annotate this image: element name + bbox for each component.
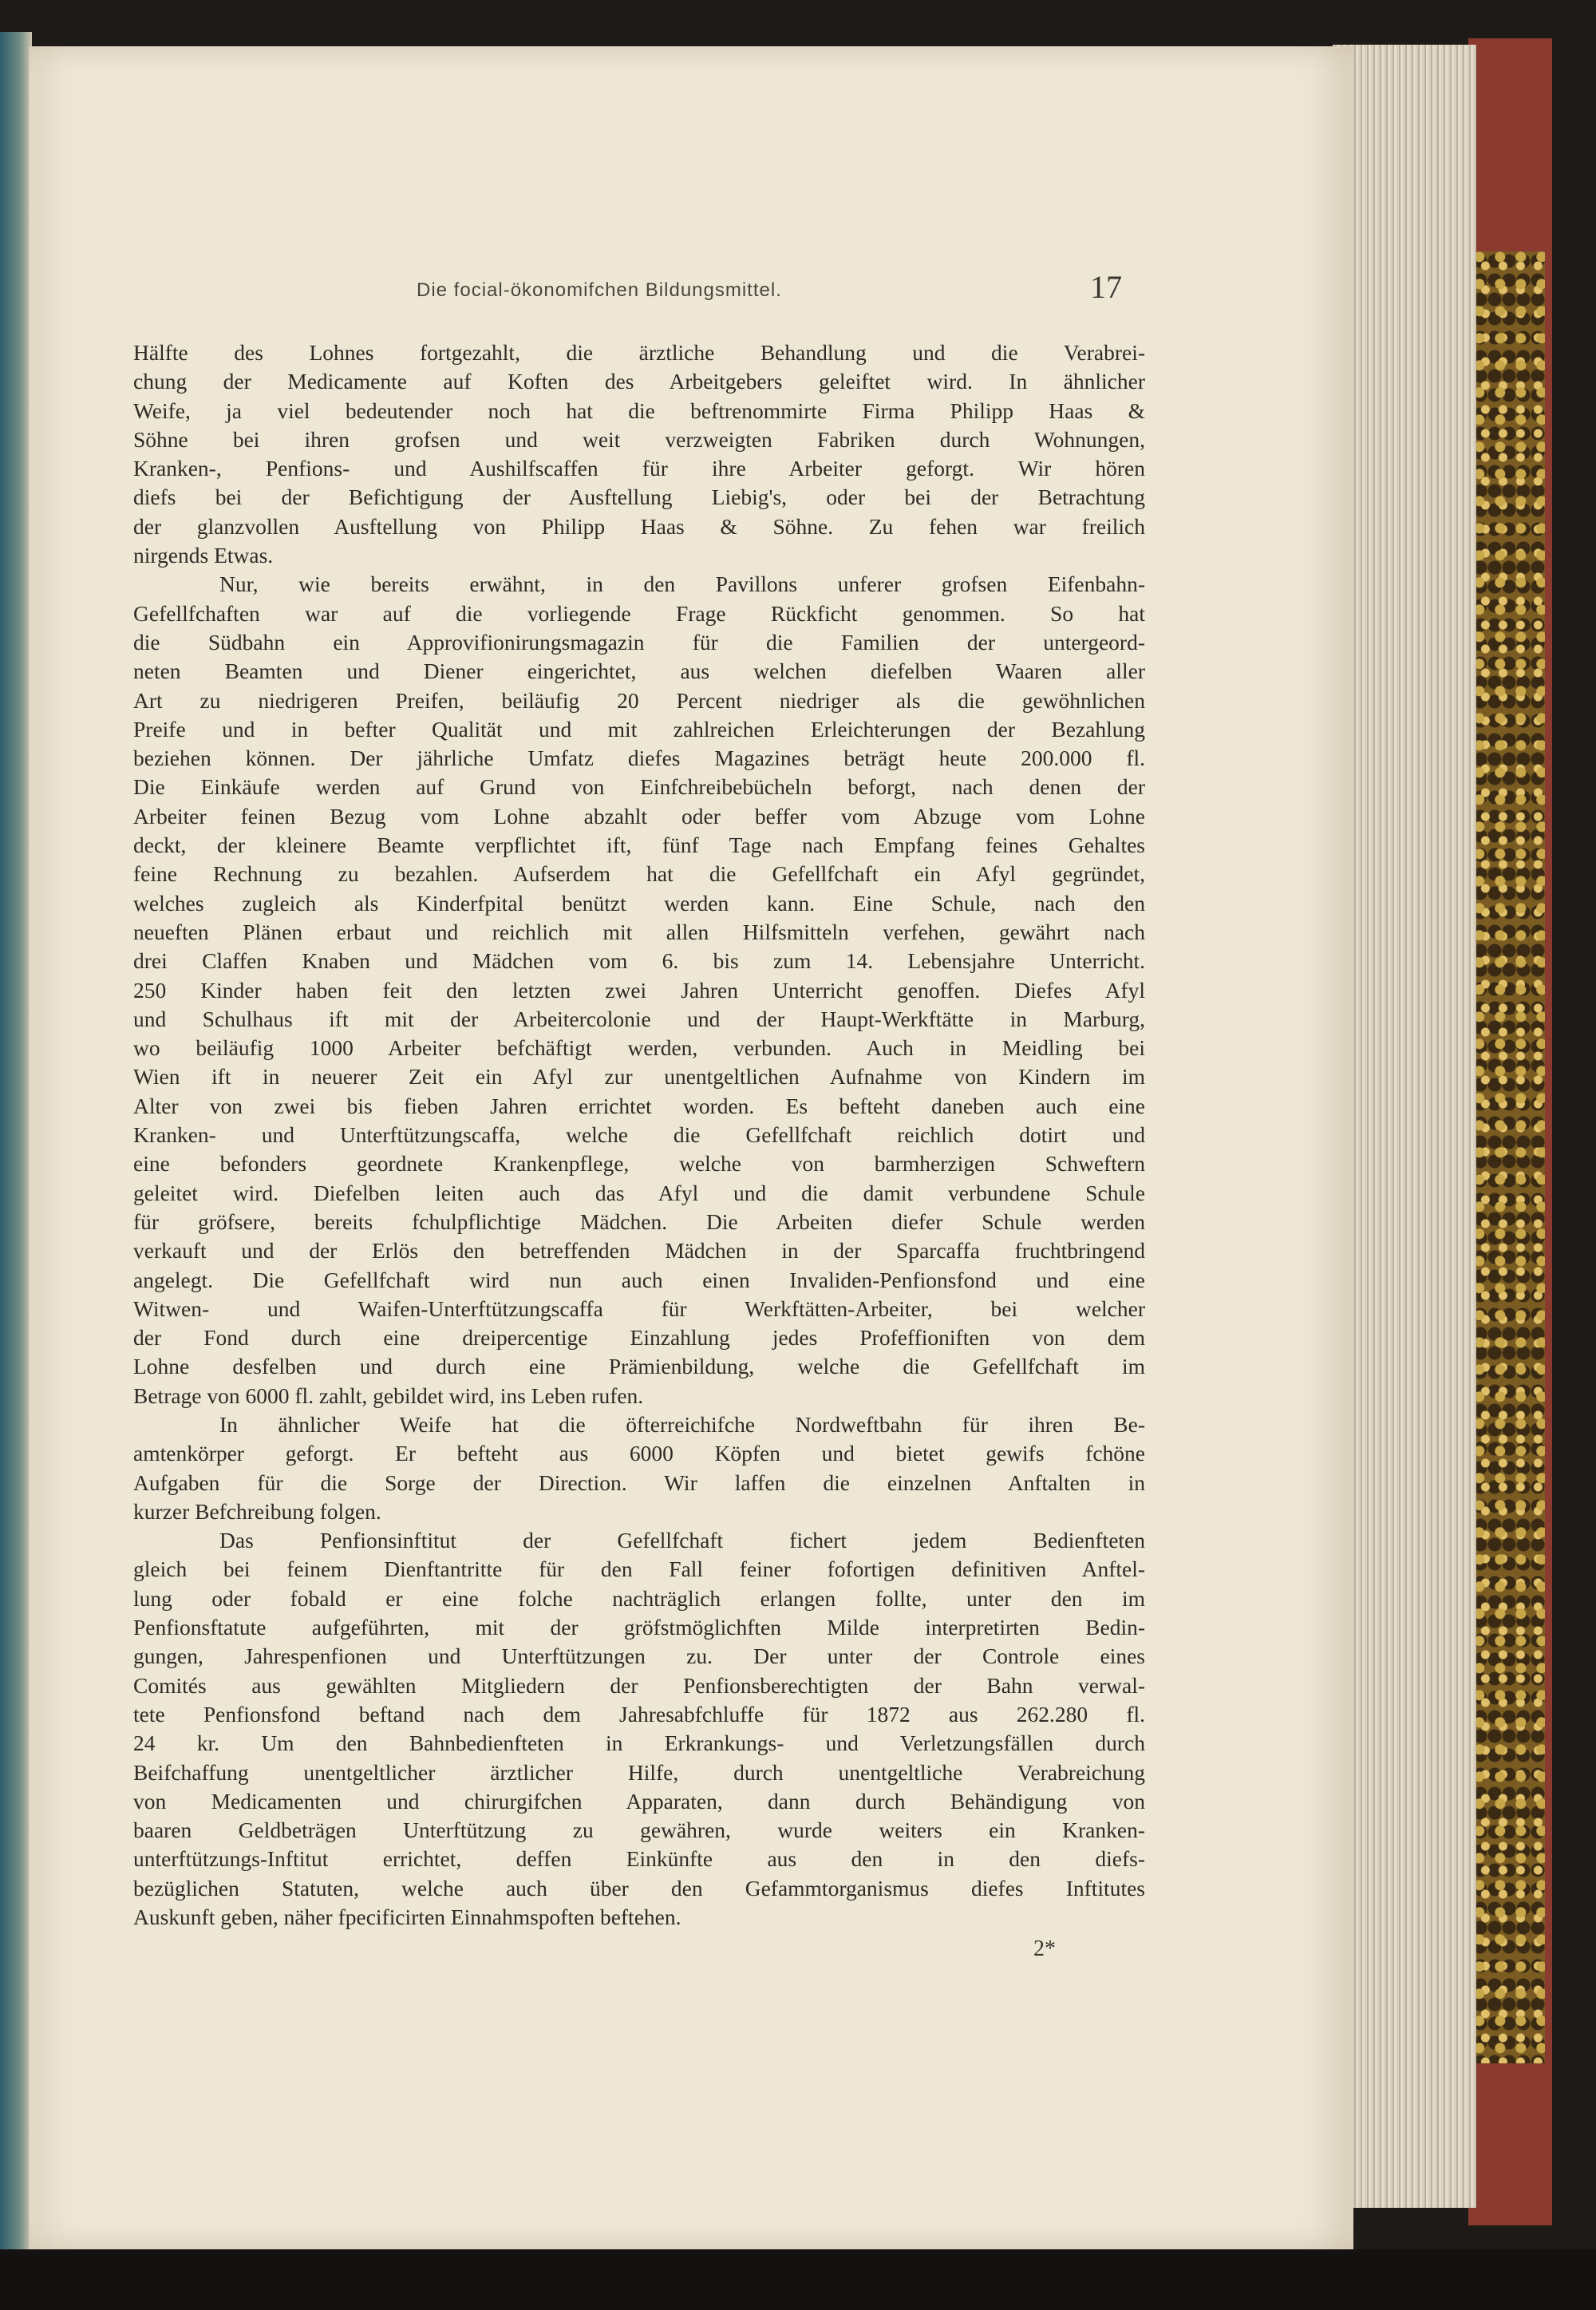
text-line: von Medicamenten und chirurgifchen Apparaten, dann durch Behändigung von	[133, 1788, 1145, 1814]
text-line: die Südbahn ein Approvifionirungsmagazin für die Familien der untergeord-	[133, 629, 1145, 655]
text-line: bezüglichen Statuten, welche auch über den Gefammtorganismus diefes Inftitutes	[133, 1875, 1145, 1901]
text-line: 24 kr. Um den Bahnbedienfteten in Erkrankungs- und Verletzungsfällen durch	[133, 1731, 1145, 1756]
text-line: eine befonders geordnete Krankenpflege, welche von barmherzigen Schweftern	[133, 1151, 1145, 1177]
running-head: Die focial-ökonomifchen Bildungsmittel.	[417, 279, 782, 301]
text-line: und Schulhaus ift mit der Arbeitercolonie und der Haupt-Werkftätte in Marburg,	[133, 1006, 1145, 1031]
text-line: Hälfte des Lohnes fortgezahlt, die ärztliche Behandlung und die Verabrei-	[133, 340, 1145, 365]
text-line: Kranken-, Penfions- und Aushilfscaffen für ihre Arbeiter geforgt. Wir hören	[133, 456, 1145, 481]
text-line: gleich bei feinem Dienftantritte für den Fall feiner fofortigen definitiven Anftel-	[133, 1556, 1145, 1582]
text-line: Nur, wie bereits erwähnt, in den Pavillons unferer grofsen Eifenbahn-	[219, 572, 1145, 597]
marbled-edge	[1473, 251, 1545, 2063]
text-line: geleitet wird. Diefelben leiten auch das Afyl und die damit verbundene Schule	[133, 1180, 1145, 1205]
page-edges	[1333, 45, 1476, 2208]
text-line: Comités aus gewählten Mitgliedern der Penfionsberechtigten der Bahn verwal-	[133, 1672, 1145, 1698]
text-line: Betrage von 6000 fl. zahlt, gebildet wird, ins Leben rufen.	[133, 1382, 644, 1408]
text-line: wo beiläufig 1000 Arbeiter befchäftigt werden, verbunden. Auch in Meidling bei	[133, 1035, 1145, 1061]
text-line: kurzer Befchreibung folgen.	[133, 1498, 381, 1524]
text-line: Gefellfchaften war auf die vorliegende Frage Rückficht genommen. So hat	[133, 600, 1145, 626]
body-text	[133, 338, 1145, 1932]
text-line: beziehen können. Der jährliche Umfatz diefes Magazines beträgt heute 200.000 fl.	[133, 746, 1145, 771]
text-line: nirgends Etwas.	[133, 543, 274, 568]
book-cover-left	[0, 32, 32, 2267]
text-line: neten Beamten und Diener eingerichtet, aus welchen diefelben Waaren aller	[133, 659, 1145, 684]
text-line: Wien ift in neuerer Zeit ein Afyl zur unentgeltlichen Aufnahme von Kindern im	[133, 1064, 1145, 1090]
text-line: verkauft und der Erlös den betreffenden Mädchen in der Sparcaffa fruchtbringend	[133, 1238, 1145, 1264]
text-line: amtenkörper geforgt. Er befteht aus 6000 Köpfen und bietet gewifs fchöne	[133, 1441, 1145, 1466]
text-line: Die Einkäufe werden auf Grund von Einfchreibebücheln beforgt, nach denen der	[133, 774, 1145, 800]
text-line: Söhne bei ihren grofsen und weit verzweigten Fabriken durch Wohnungen,	[133, 426, 1145, 452]
text-line: gungen, Jahrespenfionen und Unterftützungen zu. Der unter der Controle eines	[133, 1644, 1145, 1669]
text-line: Beifchaffung unentgeltlicher ärztlicher Hilfe, durch unentgeltliche Verabreichung	[133, 1759, 1145, 1785]
table-background	[0, 2249, 1596, 2310]
text-line: Lohne desfelben und durch eine Prämienbildung, welche die Gefellfchaft im	[133, 1354, 1145, 1379]
text-line: Kranken- und Unterftützungscaffa, welche die Gefellfchaft reichlich dotirt und	[133, 1122, 1145, 1148]
text-line: Alter von zwei bis fieben Jahren errichtet worden. Es befteht daneben auch eine	[133, 1093, 1145, 1118]
text-line: drei Claffen Knaben und Mädchen vom 6. bis zum 14. Lebensjahre Unterricht.	[133, 948, 1145, 974]
text-line: Weife, ja viel bedeutender noch hat die beftrenommirte Firma Philipp Haas &	[133, 398, 1145, 423]
text-line: Aufgaben für die Sorge der Direction. Wir laffen die einzelnen Anftalten in	[133, 1469, 1145, 1495]
text-line: neueften Plänen erbaut und reichlich mit allen Hilfsmitteln verfehen, gewährt nach	[133, 919, 1145, 944]
text-line: baaren Geldbeträgen Unterftützung zu gewähren, wurde weiters ein Kranken-	[133, 1818, 1145, 1843]
text-line: lung oder fobald er eine folche nachträglich erlangen follte, unter den im	[133, 1585, 1145, 1611]
text-line: der Fond durch eine dreipercentige Einzahlung jedes Profeffioniften von dem	[133, 1325, 1145, 1351]
text-line: der glanzvollen Ausftellung von Philipp Haas & Söhne. Zu fehen war freilich	[133, 513, 1145, 539]
text-line: 250 Kinder haben feit den letzten zwei Jahren Unterricht genoffen. Diefes Afyl	[133, 977, 1145, 1003]
text-line: feine Rechnung zu bezahlen. Aufserdem hat die Gefellfchaft ein Afyl gegründet,	[133, 861, 1145, 887]
text-line: welches zugleich als Kinderfpital benützt werden kann. Eine Schule, nach den	[133, 890, 1145, 916]
text-line: Das Penfionsinftitut der Gefellfchaft fichert jedem Bedienfteten	[219, 1528, 1145, 1553]
text-line: chung der Medicamente auf Koften des Arbeitgebers geleiftet wird. In ähnlicher	[133, 369, 1145, 394]
page-number: 17	[1090, 269, 1122, 305]
text-line: Penfionsftatute aufgeführten, mit der gröfstmöglichften Milde interpretirten Bedin-	[133, 1615, 1145, 1640]
text-line: diefs bei der Befichtigung der Ausftellung Liebig's, oder bei der Betrachtung	[133, 485, 1145, 510]
text-line: Auskunft geben, näher fpecificirten Einnahmspoften beftehen.	[133, 1905, 681, 1930]
text-line: In ähnlicher Weife hat die öfterreichifche Nordweftbahn für ihren Be-	[219, 1411, 1145, 1437]
text-line: Witwen- und Waifen-Unterftützungscaffa für Werkftätten-Arbeiter, bei welcher	[133, 1295, 1145, 1321]
signature-mark: 2*	[1033, 1936, 1056, 1961]
text-line: tete Penfionsfond beftand nach dem Jahresabfchluffe für 1872 aus 262.280 fl.	[133, 1701, 1145, 1727]
text-line: angelegt. Die Gefellfchaft wird nun auch einen Invaliden-Penfionsfond und eine	[133, 1267, 1145, 1292]
text-line: Art zu niedrigeren Preifen, beiläufig 20 Percent niedriger als die gewöhnlichen	[133, 687, 1145, 713]
text-line: Arbeiter feinen Bezug vom Lohne abzahlt oder beffer vom Abzuge vom Lohne	[133, 803, 1145, 829]
text-line: Preife und in befter Qualität und mit zahlreichen Erleichterungen der Bezahlung	[133, 716, 1145, 742]
text-line: deckt, der kleinere Beamte verpflichtet ift, fünf Tage nach Empfang feines Gehaltes	[133, 833, 1145, 858]
text-line: für gröfsere, bereits fchulpflichtige Mädchen. Die Arbeiten diefer Schule werden	[133, 1208, 1145, 1234]
text-line: unterftützungs-Inftitut errichtet, deffen Einkünfte aus den in den diefs-	[133, 1846, 1145, 1872]
